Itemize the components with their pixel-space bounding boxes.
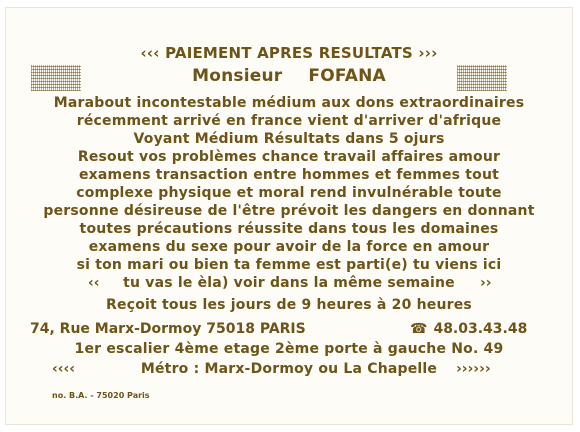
street-address: 74, Rue Marx-Dormoy 75018 PARIS [30,321,306,337]
body-line: Voyant Médium Résultats dans 5 ojurs [133,131,445,147]
body-line: personne désireuse de l'être prévoit les dangers en donnant [43,203,535,219]
body-line: récemment arrivé en france vient d'arriver d'afrique [76,113,502,129]
business-card [6,8,572,424]
phone-number: 48.03.43.48 [433,321,528,337]
floor-directions: 1er escalier 4ème etage 2ème porte à gauche No. 49 [74,341,504,357]
body-line: examens du sexe pour avoir de la force en amour [88,239,490,255]
opening-hours: Reçoit tous les jours de 9 heures à 20 heures [106,297,472,313]
title-name: FOFANA [308,66,386,86]
title-prefix: Monsieur [192,66,283,86]
quote-open: ‹‹ [88,275,100,291]
metro-close: ›››››› [456,361,491,377]
quote-line-text: tu vas le èla) voir dans la même semaine [123,275,455,291]
body-line: Resout vos problèmes chance travail affaires amour [77,149,501,165]
body-line: Marabout incontestable médium aux dons extraordinaires [53,95,525,111]
telephone-icon: ☎ [410,321,428,337]
marabout-name [6,66,572,86]
phone-contact [410,321,527,337]
metro-open: ‹‹‹‹ [52,361,76,377]
body-line: examens transaction entre hommes et femmes tout [78,167,500,183]
body-line: toutes précautions réussite dans tous les domaines [79,221,499,237]
printer-credit: no. B.A. - 75020 Paris [52,391,150,400]
body-line: complexe physique et moral rend invulnérable toute [76,185,502,201]
metro-stations: Métro : Marx-Dormoy ou La Chapelle [140,361,438,377]
quote-close: ›› [480,275,492,291]
body-line: si ton mari ou bien ta femme est parti(e) tu viens ici [76,257,502,273]
payment-header: ‹‹‹ PAIEMENT APRES RESULTATS ››› [140,44,438,62]
